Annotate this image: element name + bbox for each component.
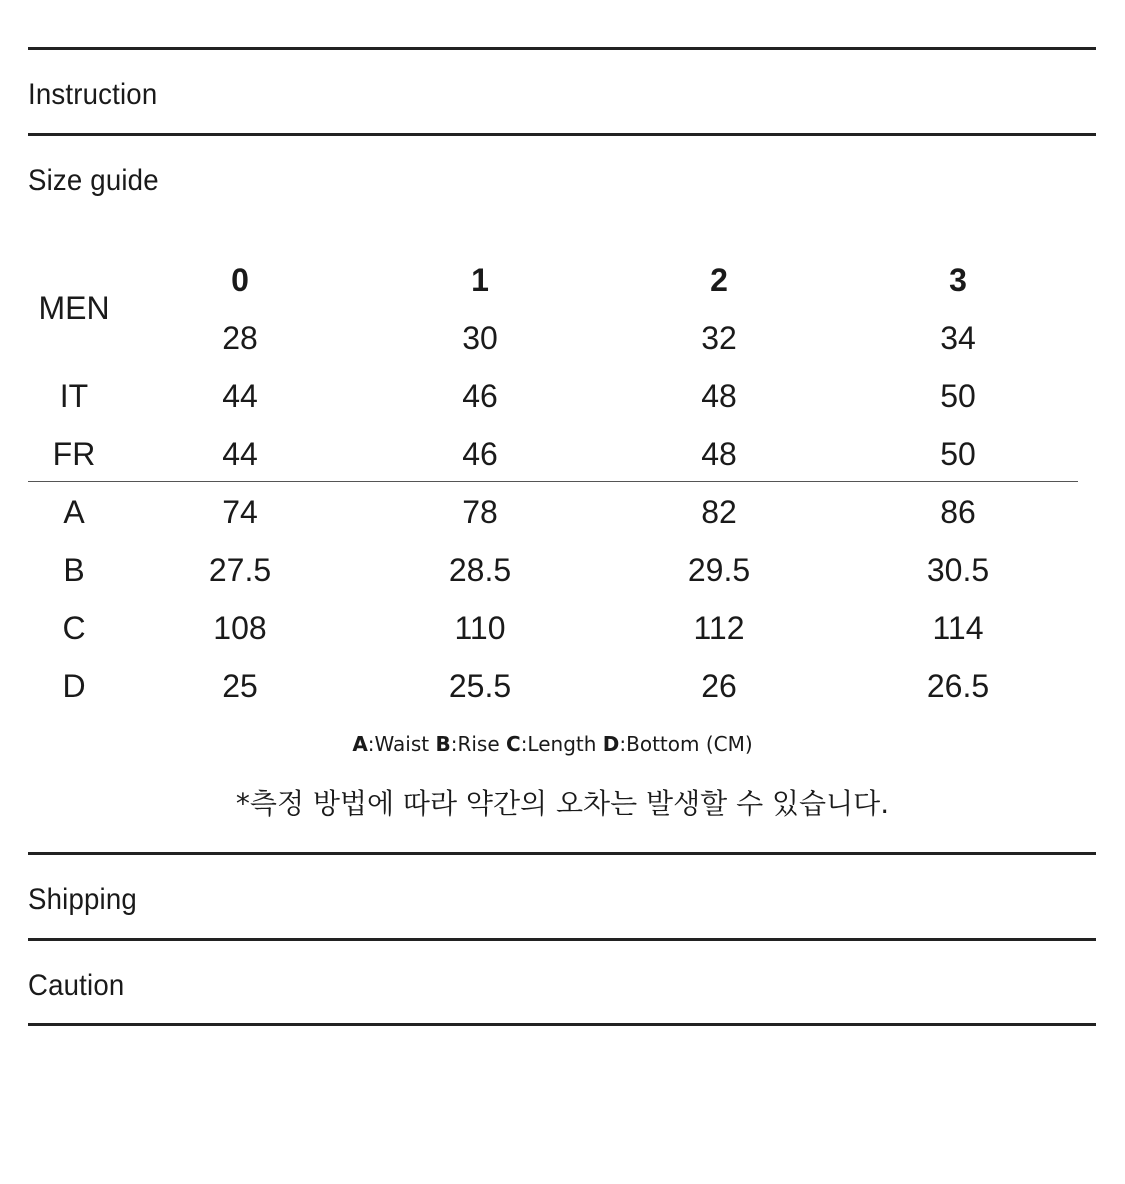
divider-top	[28, 47, 1096, 50]
table-cell: 86	[940, 494, 976, 530]
table-cell: 110	[454, 610, 506, 646]
row-label: D	[62, 668, 86, 704]
table-cell: 30.5	[926, 552, 990, 588]
waist-size-cell: 34	[940, 320, 976, 356]
size-table	[0, 250, 1125, 710]
row-label: B	[63, 552, 85, 588]
section-instruction[interactable]: Instruction	[28, 78, 158, 111]
legend-key-b: B	[435, 732, 451, 756]
waist-size-cell: 30	[462, 320, 498, 356]
measurement-note: *측정 방법에 따라 약간의 오차는 발생할 수 있습니다.	[235, 787, 890, 820]
table-cell: 44	[222, 436, 258, 472]
section-shipping[interactable]: Shipping	[28, 883, 137, 916]
section-caution[interactable]: Caution	[28, 969, 125, 1002]
divider-shipping	[28, 938, 1096, 941]
row-label: IT	[59, 378, 89, 414]
waist-size-cell: 32	[701, 320, 737, 356]
table-divider	[28, 481, 1078, 482]
table-corner-label: MEN	[38, 290, 110, 326]
row-label: A	[63, 494, 85, 530]
table-cell: 29.5	[687, 552, 751, 588]
table-cell: 112	[693, 610, 745, 646]
section-size-guide[interactable]: Size guide	[28, 164, 159, 197]
table-cell: 46	[462, 436, 498, 472]
column-header: 3	[949, 262, 967, 298]
measurement-legend	[0, 732, 1105, 756]
table-cell: 114	[932, 610, 984, 646]
legend-key-a: A	[352, 732, 368, 756]
column-header: 0	[231, 262, 249, 298]
divider-size-guide	[28, 852, 1096, 855]
table-cell: 28.5	[448, 552, 512, 588]
legend-text-d: :Bottom (CM)	[619, 732, 753, 756]
table-cell: 48	[701, 378, 737, 414]
legend-text-c: :Length	[520, 732, 603, 756]
table-cell: 25	[222, 668, 258, 704]
table-cell: 26	[701, 668, 737, 704]
divider-instruction	[28, 133, 1096, 136]
table-cell: 50	[940, 436, 976, 472]
table-cell: 44	[222, 378, 258, 414]
row-label: FR	[52, 436, 96, 472]
legend-key-c: C	[506, 732, 521, 756]
legend-text-b: :Rise	[450, 732, 506, 756]
table-cell: 78	[462, 494, 498, 530]
column-header: 2	[710, 262, 728, 298]
table-cell: 108	[213, 610, 267, 646]
table-cell: 74	[222, 494, 258, 530]
table-cell: 25.5	[448, 668, 512, 704]
table-cell: 26.5	[926, 668, 990, 704]
legend-key-d: D	[602, 732, 620, 756]
legend-text-a: :Waist	[367, 732, 436, 756]
table-cell: 27.5	[208, 552, 272, 588]
waist-size-cell: 28	[222, 320, 258, 356]
table-cell: 50	[940, 378, 976, 414]
table-cell: 46	[462, 378, 498, 414]
table-cell: 48	[701, 436, 737, 472]
table-cell: 82	[701, 494, 737, 530]
column-header: 1	[471, 262, 489, 298]
divider-bottom	[28, 1023, 1096, 1026]
row-label: C	[62, 610, 86, 646]
